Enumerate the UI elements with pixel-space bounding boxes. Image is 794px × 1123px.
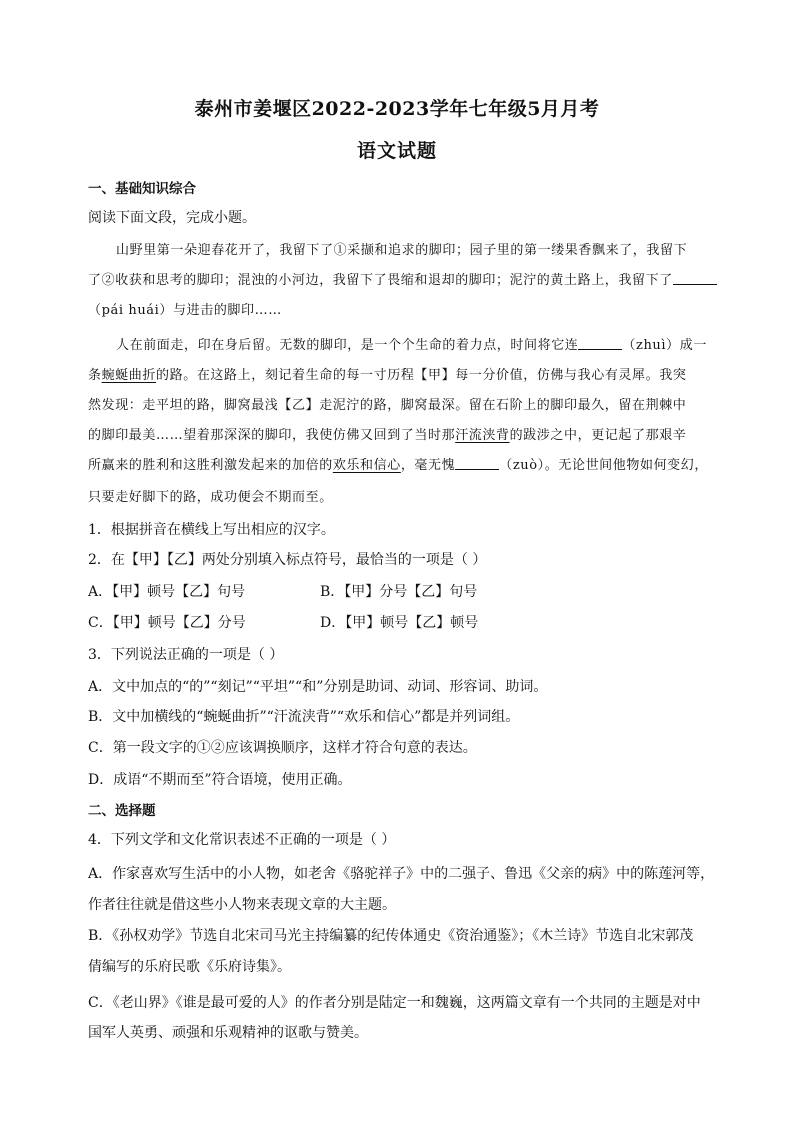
passage-text: ，毫无愧 xyxy=(400,458,456,473)
question-4-option-a-line1: A．作家喜欢写生活中的小人物，如老舍《骆驼祥子》中的二强子、鲁迅《父亲的病》中的陈莲河等， xyxy=(88,866,715,882)
passage-p2-line4 xyxy=(88,424,708,443)
underlined-phrase: 蜿蜒曲折 xyxy=(101,368,157,383)
passage-p2-line2 xyxy=(88,364,708,383)
option-c: C．【甲】顿号【乙】分号 xyxy=(88,615,246,631)
underlined-phrase: 汗流浃背 xyxy=(455,428,510,443)
reading-instruction: 阅读下面文段，完成小题。 xyxy=(88,210,256,226)
passage-text: （zuò）。无论世间他物如何变幻， xyxy=(499,458,708,473)
section-2-heading: 二、选择题 xyxy=(88,803,156,819)
passage-text: 了②收获和思考的脚印；混浊的小河边，我留下了畏缩和退却的脚印；泥泞的黄土路上，我留下了 xyxy=(88,273,673,288)
question-1: 1．根据拼音在横线上写出相应的汉字。 xyxy=(88,522,335,538)
question-4-option-c-line1: C．《老山界》《谁是最可爱的人》的作者分别是陆定一和魏巍，这两篇文章有一个共同的主题是对中 xyxy=(88,995,701,1011)
question-2-stem: 2．在【甲】【乙】两处分别填入标点符号，最恰当的一项是（ ） xyxy=(88,552,487,568)
passage-text: 人在前面走，印在身后留。无数的脚印，是一个个生命的着力点，时间将它连 xyxy=(116,338,579,353)
option-b: B．【甲】分号【乙】句号 xyxy=(320,584,478,600)
question-4-option-a-line2: 作者往往就是借这些小人物来表现文章的大主题。 xyxy=(88,897,396,913)
answer-blank xyxy=(673,272,717,285)
question-2-options-row1 xyxy=(88,581,708,601)
question-3-option-a: A．文中加点的“的”“刻记”“平坦”“和”分别是助词、动词、形容词、助词。 xyxy=(88,679,548,695)
option-d: D．【甲】顿号【乙】顿号 xyxy=(320,615,479,631)
question-3-option-c: C．第一段文字的①②应该调换顺序，这样才符合句意的表达。 xyxy=(88,740,477,756)
exam-subtitle: 语文试题 xyxy=(356,140,437,162)
question-3-option-d: D．成语“不期而至”符合语境，使用正确。 xyxy=(88,772,352,788)
underlined-phrase: 欢乐和信心 xyxy=(332,458,401,473)
passage-text: （zhuì）成一 xyxy=(622,338,707,353)
answer-blank xyxy=(578,337,622,350)
question-4-stem: 4．下列文学和文化常识表述不正确的一项是（ ） xyxy=(88,832,396,848)
passage-text: 的路。在这路上，刻记着生命的每一寸历程【甲】每一分价值，仿佛与我心有灵犀。我突 xyxy=(156,368,687,383)
passage-text: 的脚印最美……望着那深深的脚印，我使仿佛又回到了当时那 xyxy=(88,428,456,443)
option-a: A．【甲】顿号【乙】句号 xyxy=(88,584,246,600)
question-3-option-b: B．文中加横线的“蜿蜒曲折”“汗流浃背”“欢乐和信心”都是并列词组。 xyxy=(88,709,520,725)
exam-title: 泰州市姜堰区2022-2023学年七年级5月月考 xyxy=(194,98,600,120)
passage-p2-line1 xyxy=(116,334,736,353)
section-1-heading: 一、基础知识综合 xyxy=(88,181,196,197)
passage-text: 所赢来的胜利和这胜利激发起来的加倍的 xyxy=(88,458,333,473)
passage-text: 的跋涉之中，更记起了那艰辛 xyxy=(509,428,687,443)
question-4-option-b-line2: 倩编写的乐府民歌《乐府诗集》。 xyxy=(88,959,291,975)
question-2-options-row2 xyxy=(88,612,708,632)
passage-text: 条 xyxy=(88,368,102,383)
passage-p1-line2 xyxy=(88,269,708,288)
passage-p1-line3: （pái huái）与进击的脚印…… xyxy=(88,303,282,318)
answer-blank xyxy=(455,457,499,470)
question-3-stem: 3．下列说法正确的一项是（ ） xyxy=(88,647,284,663)
question-4-option-c-line2: 国军人英勇、顽强和乐观精神的讴歌与赞美。 xyxy=(88,1025,368,1041)
passage-p2-line3: 然发现：走平坦的路，脚窝最浅【乙】走泥泞的路，脚窝最深。留在石阶上的脚印最久，留在荆棘中 xyxy=(88,398,687,413)
passage-p2-line5 xyxy=(88,454,708,473)
passage-p2-line6: 只要走好脚下的路，成功便会不期而至。 xyxy=(88,490,333,505)
question-4-option-b-line1: B．《孙权劝学》节选自北宋司马光主持编纂的纪传体通史《资治通鉴》；《木兰诗》节选自北宋郭茂 xyxy=(88,928,694,944)
passage-p1-line1: 山野里第一朵迎春花开了，我留下了①采撷和追求的脚印；园子里的第一缕果香飘来了，我留下 xyxy=(116,243,688,258)
